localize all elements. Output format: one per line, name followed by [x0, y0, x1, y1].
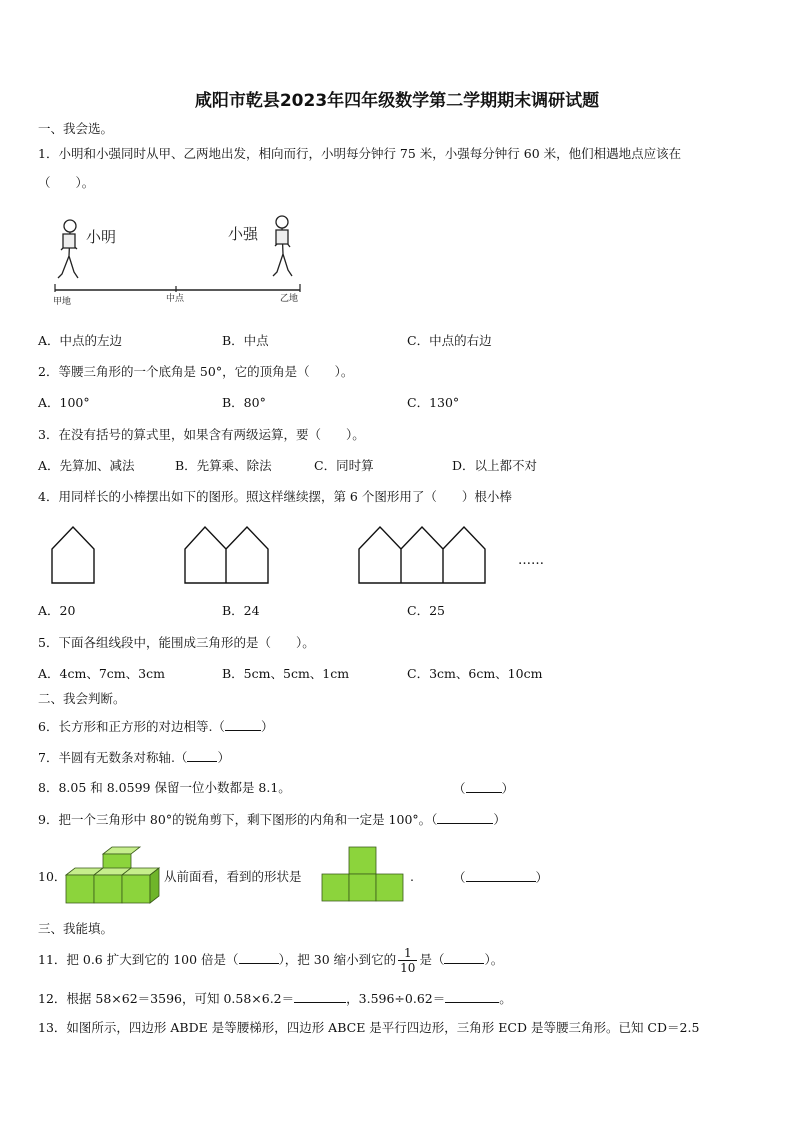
cube-front-face	[94, 875, 122, 903]
question-5-text: 5．下面各组线段中，能围成三角形的是（ ）。	[38, 635, 315, 650]
q5-option-b: B．5cm、5cm、1cm	[222, 666, 350, 681]
ellipsis: ……	[518, 553, 544, 568]
label-xiaoqiang: 小强	[228, 225, 259, 243]
section-heading-2: 二、我会判断。	[38, 691, 126, 706]
answer-blank-10[interactable]	[466, 868, 536, 882]
question-3-text: 3．在没有括号的算式里，如果含有两级运算，要（ ）。	[38, 427, 365, 442]
q4-option-b: B．24	[222, 603, 260, 618]
answer-blank-11a[interactable]	[239, 950, 279, 964]
q3-option-d: D．以上都不对	[452, 458, 538, 473]
q4-option-a: A．20	[38, 603, 76, 618]
question-4-figures	[50, 522, 570, 586]
house-shape-1	[52, 527, 94, 583]
answer-blank-8[interactable]	[466, 779, 502, 793]
cube-front-face	[66, 875, 94, 903]
q1-option-b: B．中点	[222, 333, 269, 348]
q2-option-c: C．130°	[407, 395, 460, 410]
answer-blank-12a[interactable]	[294, 989, 346, 1003]
q1-option-a: A．中点的左边	[38, 333, 123, 348]
walker-right-icon	[273, 216, 292, 276]
house-shape-2	[185, 527, 268, 583]
question-4-text: 4．用同样长的小棒摆出如下的图形。照这样继续摆，第 6 个图形用了（ ）根小棒	[38, 489, 512, 504]
q3-option-a: A．先算加、减法	[38, 458, 135, 473]
question-11	[38, 946, 503, 975]
question-12-text-1: 12．根据 58×62＝3596，可知 0.58×6.2＝	[38, 991, 295, 1006]
question-6	[38, 717, 273, 736]
page-title: 咸阳市乾县2023年四年级数学第二学期期末调研试题	[194, 91, 600, 111]
question-7-text: 7．半圆有无数条对称轴.（	[38, 750, 188, 765]
answer-blank-12b[interactable]	[445, 989, 499, 1003]
label-yidi: 乙地	[280, 294, 299, 304]
question-10-dot: .	[410, 869, 414, 884]
question-6-text: 6．长方形和正方形的对边相等.（	[38, 719, 225, 734]
label-midpoint: 中点	[166, 294, 185, 304]
question-11-text-1: 11．把 0.6 扩大到它的 100 倍是（	[38, 952, 239, 967]
question-9-close: ）	[493, 812, 506, 827]
question-8-text: 8．8.05 和 8.0599 保留一位小数都是 8.1。	[38, 780, 291, 795]
q2-option-b: B．80°	[222, 395, 266, 410]
q3-option-b: B．先算乘、除法	[175, 458, 272, 473]
house-shape-3	[359, 527, 485, 583]
question-11-text-3: 是（	[419, 952, 445, 967]
fraction-one-tenth: $\frac{1}{10}$	[400, 946, 416, 975]
question-11-text-4: ）。	[484, 952, 504, 967]
question-13-text: 13．如图所示，四边形 ABDE 是等腰梯形，四边形 ABCE 是平行四边形，三角形 ECD 是等腰三角形。已知 CD＝2.5	[38, 1020, 700, 1035]
question-9-text: 9．把一个三角形中 80°的锐角剪下，剩下图形的内角和一定是 100°。（	[38, 812, 438, 827]
question-12	[38, 989, 512, 1008]
question-7-close: ）	[217, 750, 230, 765]
front-view-square	[376, 874, 403, 901]
q3-option-c: C．同时算	[314, 458, 374, 473]
section-heading-1: 一、我会选。	[38, 121, 114, 136]
cube-top-face	[103, 847, 140, 854]
question-11-text-2: ），把 30 缩小到它的	[278, 952, 397, 967]
cube-stack-3d-figure	[66, 855, 166, 905]
q5-option-a: A．4cm、7cm、3cm	[38, 666, 165, 681]
front-view-square	[349, 874, 376, 901]
q5-option-c: C．3cm、6cm、10cm	[407, 666, 543, 681]
question-1-text: 1．小明和小强同时从甲、乙两地出发，相向而行，小明每分钟行 75 米，小强每分钟行 60 米，他们相遇地点应该在	[38, 146, 682, 161]
question-6-close: ）	[260, 719, 274, 734]
answer-blank-9[interactable]	[437, 810, 493, 824]
q4-option-c: C．25	[407, 603, 445, 618]
cube-front-face	[122, 875, 150, 903]
question-12-text-2: ，3.596÷0.62＝	[346, 991, 446, 1006]
q1-option-c: C．中点的右边	[407, 333, 492, 348]
question-8-answer: （ ）	[453, 781, 515, 796]
front-view-square	[349, 847, 376, 874]
walker-left-icon	[58, 220, 78, 278]
section-heading-3: 三、我能填。	[38, 921, 114, 936]
question-9	[38, 810, 506, 829]
q2-option-a: A．100°	[38, 395, 90, 410]
label-jiadi: 甲地	[53, 297, 72, 307]
answer-blank-11b[interactable]	[444, 950, 484, 964]
question-7	[38, 748, 230, 767]
question-10-number: 10．	[38, 869, 67, 884]
question-2-text: 2．等腰三角形的一个底角是 50°，它的顶角是（ ）。	[38, 364, 354, 379]
answer-blank-6[interactable]	[225, 717, 261, 731]
question-1-text-cont: （ ）。	[38, 175, 95, 190]
question-10-text: 从前面看，看到的形状是	[164, 869, 302, 884]
question-12-text-3: 。	[499, 991, 512, 1006]
answer-blank-7[interactable]	[187, 748, 217, 762]
label-xiaoming: 小明	[86, 228, 117, 246]
front-view-figure	[322, 846, 408, 904]
question-10-answer: （ ）	[453, 870, 549, 885]
question-1-figure	[50, 212, 310, 307]
front-view-square	[322, 874, 349, 901]
